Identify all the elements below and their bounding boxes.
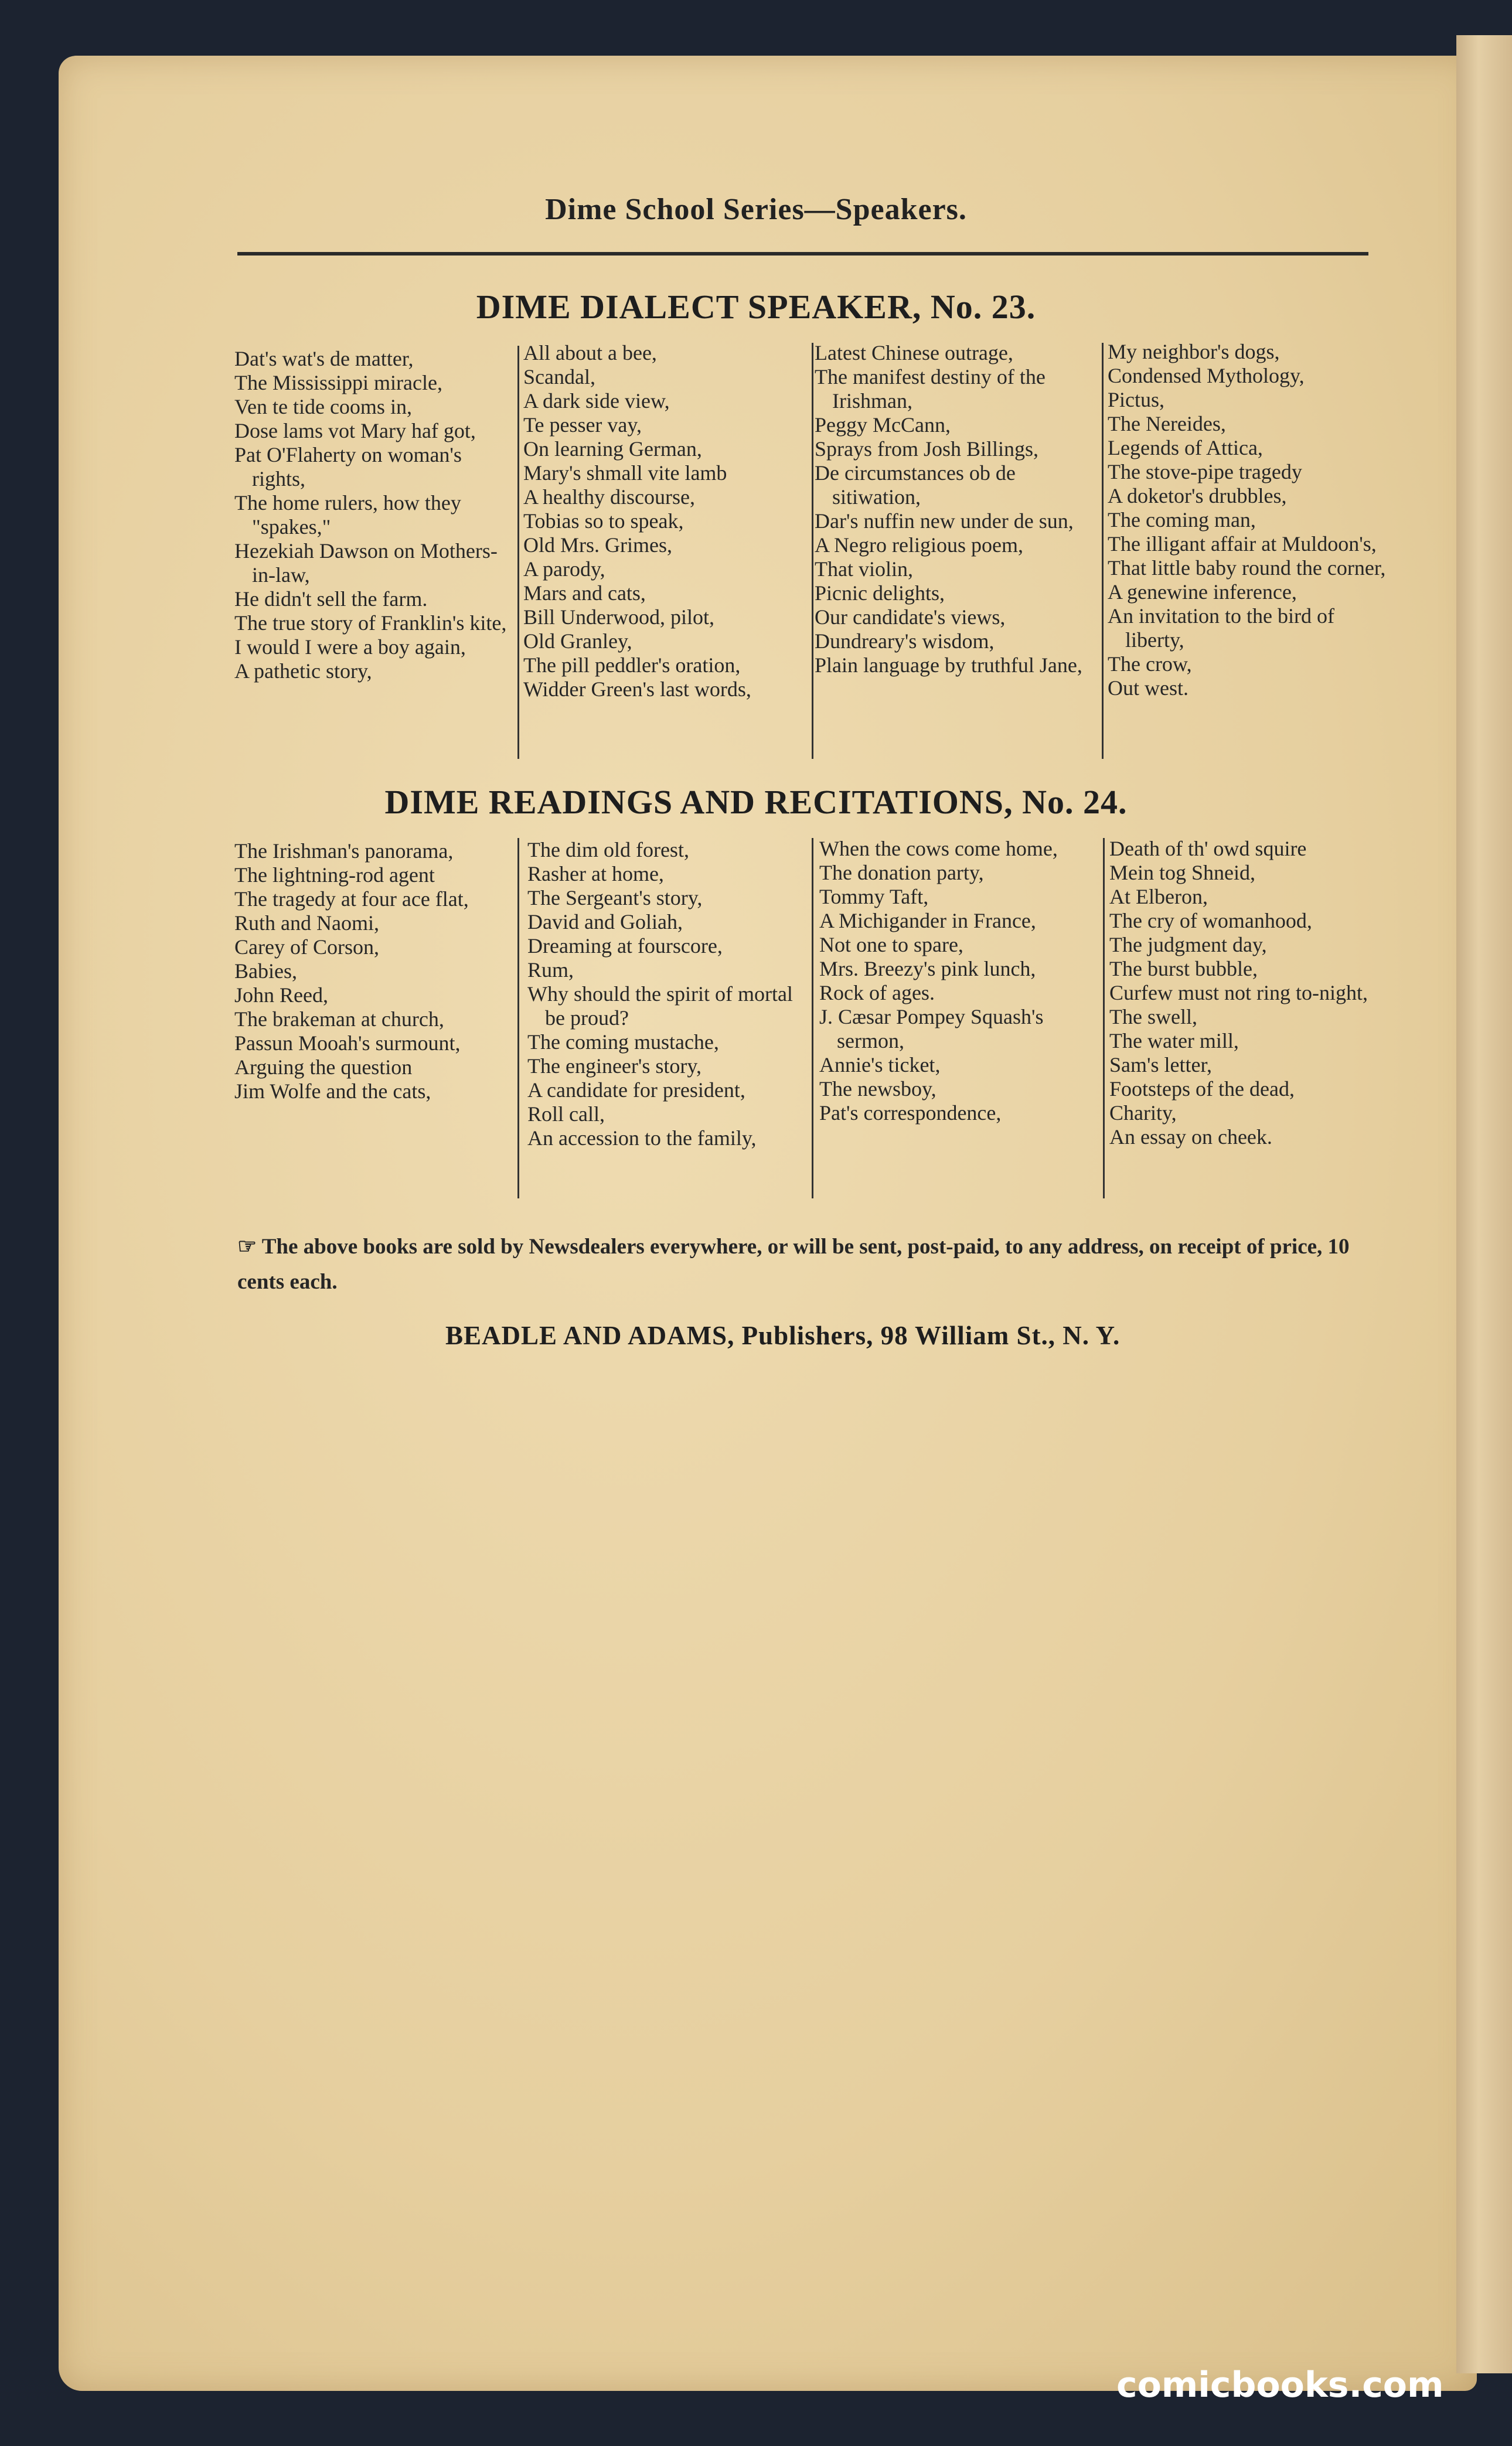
list-item: Old Mrs. Grimes,: [523, 533, 672, 557]
list-item: A genewine inference,: [1108, 580, 1297, 604]
list-item: At Elberon,: [1109, 885, 1208, 908]
column-divider: [1102, 343, 1104, 759]
list-item: The pill peddler's oration,: [523, 653, 741, 677]
list-item: Rock of ages.: [819, 981, 935, 1004]
list-item: That violin,: [815, 557, 913, 581]
list-item: Old Granley,: [523, 629, 632, 653]
list-item: Footsteps of the dead,: [1109, 1077, 1295, 1101]
list-item: Picnic delights,: [815, 581, 945, 605]
list-item: Ruth and Naomi,: [234, 911, 379, 935]
column-divider: [1103, 838, 1105, 1198]
list-item: My neighbor's dogs,: [1108, 340, 1280, 363]
page-gutter: [1456, 35, 1512, 2373]
list-item: A healthy discourse,: [523, 485, 695, 509]
list-item: Bill Underwood, pilot,: [523, 605, 714, 629]
list-item: Jim Wolfe and the cats,: [234, 1079, 431, 1103]
list-item: Pat's correspondence,: [819, 1101, 1002, 1125]
sales-notice: ☞ The above books are sold by Newsdealers everywhere, or will be sent, post-paid, to any address, on receipt of price, 10 cents each.: [237, 1235, 1350, 1294]
section-title-readings-recitations: DIME READINGS AND RECITATIONS, No. 24.: [384, 783, 1128, 821]
list-item: Condensed Mythology,: [1108, 364, 1305, 387]
list-item: The swell,: [1109, 1005, 1197, 1028]
list-item: On learning German,: [523, 437, 702, 461]
list-item: The stove-pipe tragedy: [1108, 460, 1302, 483]
list-item: The Sergeant's story,: [527, 886, 703, 909]
list-item: The engineer's story,: [527, 1054, 702, 1078]
list-item: Mary's shmall vite lamb: [523, 461, 727, 485]
recitations-column-1: [234, 839, 513, 1103]
list-item: Hezekiah Dawson on Mothers-in-law,: [234, 539, 498, 587]
list-item: When the cows come home,: [819, 837, 1058, 860]
list-item: A parody,: [523, 557, 605, 581]
list-item: The Irishman's panorama,: [234, 839, 454, 863]
list-item: The judgment day,: [1109, 933, 1267, 956]
list-item: All about a bee,: [523, 341, 657, 364]
list-item: Curfew must not ring to-night,: [1109, 981, 1368, 1004]
list-item: Arguing the question: [234, 1055, 413, 1079]
list-item: J. Cæsar Pompey Squash's sermon,: [819, 1005, 1044, 1052]
list-item: The newsboy,: [819, 1077, 937, 1101]
list-item: The coming man,: [1108, 508, 1256, 532]
list-item: He didn't sell the farm.: [234, 587, 428, 611]
list-item: Out west.: [1108, 676, 1189, 700]
list-item: Plain language by truthful Jane,: [815, 653, 1082, 677]
list-item: Pat O'Flaherty on woman's rights,: [234, 443, 462, 490]
column-divider: [812, 343, 813, 759]
list-item: Annie's ticket,: [819, 1053, 941, 1076]
dialect-column-3: [815, 341, 1099, 677]
list-item: The Mississippi miracle,: [234, 371, 442, 394]
list-item: Dreaming at fourscore,: [527, 934, 723, 958]
list-item: Mein tog Shneid,: [1109, 861, 1255, 884]
dialect-column-1: [234, 347, 513, 683]
list-item: The Nereides,: [1108, 412, 1226, 435]
section-title-dialect-speaker: DIME DIALECT SPEAKER, No. 23.: [476, 288, 1036, 326]
list-item: An accession to the family,: [527, 1126, 757, 1150]
list-item: Dat's wat's de matter,: [234, 347, 414, 370]
list-item: John Reed,: [234, 983, 328, 1007]
list-item: Mars and cats,: [523, 581, 646, 605]
list-item: An essay on cheek.: [1109, 1125, 1272, 1149]
list-item: A doketor's drubbles,: [1108, 484, 1287, 507]
list-item: The donation party,: [819, 861, 984, 884]
list-item: Not one to spare,: [819, 933, 963, 956]
list-item: Peggy McCann,: [815, 413, 951, 437]
list-item: Pictus,: [1108, 388, 1165, 411]
list-item: Why should the spirit of mortal be proud?: [527, 982, 793, 1030]
list-item: Our candidate's views,: [815, 605, 1006, 629]
list-item: Te pesser vay,: [523, 413, 642, 437]
dialect-column-2: [523, 341, 808, 701]
dialect-column-4: [1108, 340, 1392, 700]
column-divider: [517, 346, 519, 759]
list-item: A dark side view,: [523, 389, 670, 413]
list-item: Rasher at home,: [527, 862, 664, 885]
list-item: Carey of Corson,: [234, 935, 379, 959]
list-item: Rum,: [527, 958, 574, 982]
watermark-text: comicbooks.com: [1116, 2365, 1444, 2406]
list-item: Widder Green's last words,: [523, 677, 751, 701]
list-item: The cry of womanhood,: [1109, 909, 1312, 932]
list-item: Sprays from Josh Billings,: [815, 437, 1039, 461]
list-item: Latest Chinese outrage,: [815, 341, 1013, 364]
list-item: An invitation to the bird of liberty,: [1108, 604, 1334, 652]
list-item: I would I were a boy again,: [234, 635, 466, 659]
list-item: The crow,: [1108, 652, 1192, 676]
list-item: Ven te tide cooms in,: [234, 395, 412, 418]
list-item: A candidate for president,: [527, 1078, 745, 1102]
list-item: De circumstances ob de sitiwation,: [815, 461, 1016, 509]
list-item: Sam's letter,: [1109, 1053, 1213, 1076]
list-item: Legends of Attica,: [1108, 436, 1263, 459]
column-divider: [812, 838, 813, 1198]
list-item: Scandal,: [523, 365, 595, 389]
list-item: A Michigander in France,: [819, 909, 1036, 932]
list-item: The burst bubble,: [1109, 957, 1258, 980]
list-item: Roll call,: [527, 1102, 605, 1126]
list-item: The coming mustache,: [527, 1030, 719, 1054]
list-item: Tommy Taft,: [819, 885, 929, 908]
list-item: Dose lams vot Mary haf got,: [234, 419, 476, 442]
list-item: The tragedy at four ace flat,: [234, 887, 469, 911]
list-item: The manifest destiny of the Irishman,: [815, 365, 1046, 413]
publisher-line: BEADLE AND ADAMS, Publishers, 98 William St., N. Y.: [445, 1321, 1121, 1350]
list-item: Tobias so to speak,: [523, 509, 684, 533]
list-item: The water mill,: [1109, 1029, 1239, 1052]
list-item: Dundreary's wisdom,: [815, 629, 995, 653]
list-item: The lightning-rod agent: [234, 863, 435, 887]
list-item: Mrs. Breezy's pink lunch,: [819, 957, 1036, 980]
list-item: A pathetic story,: [234, 659, 372, 683]
recitations-column-2: [527, 838, 809, 1150]
list-item: Passun Mooah's surmount,: [234, 1031, 461, 1055]
list-item: The true story of Franklin's kite,: [234, 611, 507, 635]
list-item: Dar's nuffin new under de sun,: [815, 509, 1074, 533]
list-item: The home rulers, how they "spakes,": [234, 491, 461, 539]
list-item: That little baby round the corner,: [1108, 556, 1386, 580]
column-divider: [517, 838, 519, 1198]
list-item: Babies,: [234, 959, 297, 983]
list-item: David and Goliah,: [527, 910, 683, 934]
list-item: Death of th' owd squire: [1109, 837, 1307, 860]
header-rule: [237, 252, 1368, 255]
recitations-column-4: [1109, 837, 1394, 1149]
list-item: The brakeman at church,: [234, 1007, 444, 1031]
list-item: The illigant affair at Muldoon's,: [1108, 532, 1377, 556]
recitations-column-3: [819, 837, 1101, 1125]
list-item: A Negro religious poem,: [815, 533, 1023, 557]
list-item: The dim old forest,: [527, 838, 689, 861]
list-item: Charity,: [1109, 1101, 1177, 1125]
series-header: Dime School Series—Speakers.: [545, 193, 967, 226]
